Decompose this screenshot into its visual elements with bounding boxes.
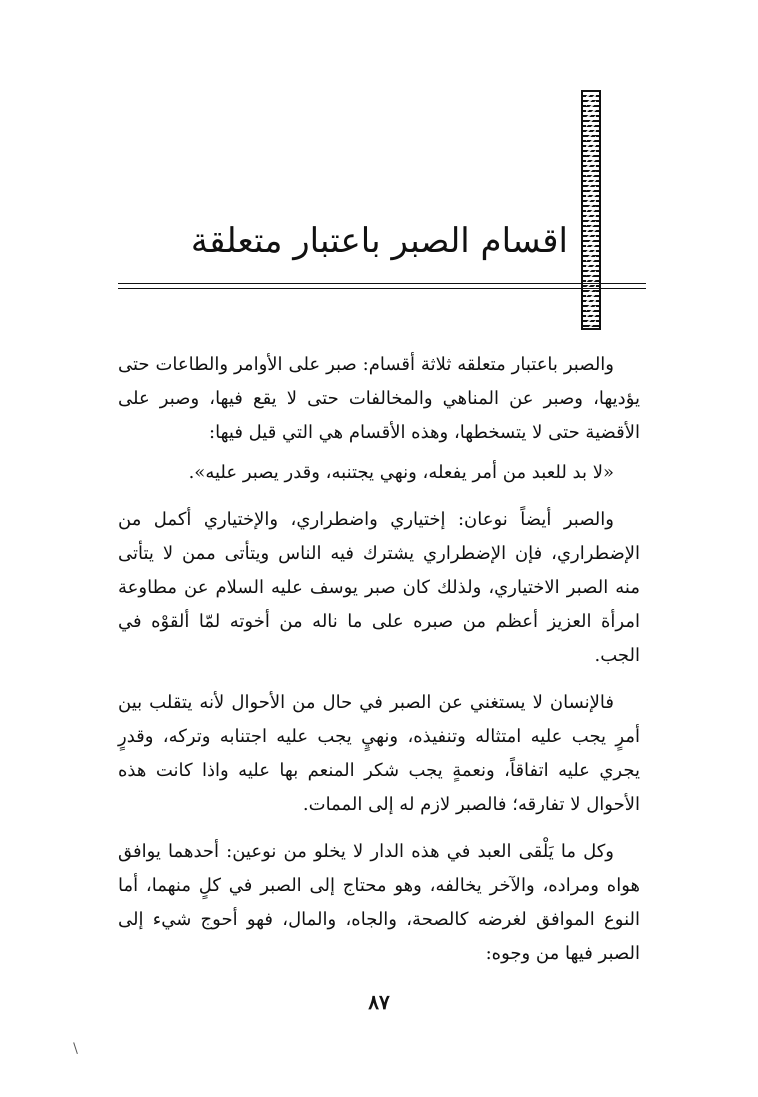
page-number: ٨٧: [368, 990, 390, 1014]
title-rule-top: [118, 283, 646, 284]
paragraph-3: فالإنسان لا يستغني عن الصبر في حال من الأحوال لأنه يتقلب بين أمرٍ يجب عليه امتثاله وتنفيذه، ونهيٍ يجب عليه اجتنابه وتركه، وقدرٍ يجري عليه اتفاقاً، ونعمةٍ يجب شكر المنعم بها عليه واذا كانت هذه الأحوال لا تفارقه؛ فالصبر لازم له إلى الممات.: [118, 692, 640, 815]
margin-mark: [73, 1042, 79, 1054]
paragraph-2: والصبر أيضاً نوعان: إختياري واضطراري، والإختياري أكمل من الإضطراري، فإن الإضطراري يشترك فيه الناس ويتأتى ممن لا يتأتى منه الصبر الاختياري، ولذلك كان صبر يوسف عليه السلام عن مطاوعة امرأة العزيز أعظم من صبره على ما ناله من أخوته لمّا ألقوْه في الجب.: [118, 509, 640, 666]
chapter-title: اقسام الصبر باعتبار متعلقة: [190, 221, 568, 261]
title-rule-bottom: [118, 288, 646, 289]
paragraph-1: والصبر باعتبار متعلقه ثلاثة أقسام: صبر على الأوامر والطاعات حتى يؤديها، وصبر عن المناهي والمخالفات حتى لا يقع فيها، وصبر على الأقضية حتى لا يتسخطها، وهذه الأقسام هي التي قيل فيها:: [118, 354, 640, 443]
body-text: [118, 348, 640, 971]
quoted-saying: «لا بد للعبد من أمر يفعله، ونهي يجتنبه، وقدر يصبر عليه».: [188, 462, 614, 483]
chapter-ornament-bar: [581, 90, 601, 330]
paragraph-4: وكل ما يَلْقى العبد في هذه الدار لا يخلو من نوعين: أحدهما يوافق هواه ومراده، والآخر يخالفه، وهو محتاج إلى الصبر في كلٍ منهما، أما النوع الموافق لغرضه كالصحة، والجاه، والمال، فهو أحوج شيء إلى الصبر فيها من وجوه:: [118, 841, 640, 964]
